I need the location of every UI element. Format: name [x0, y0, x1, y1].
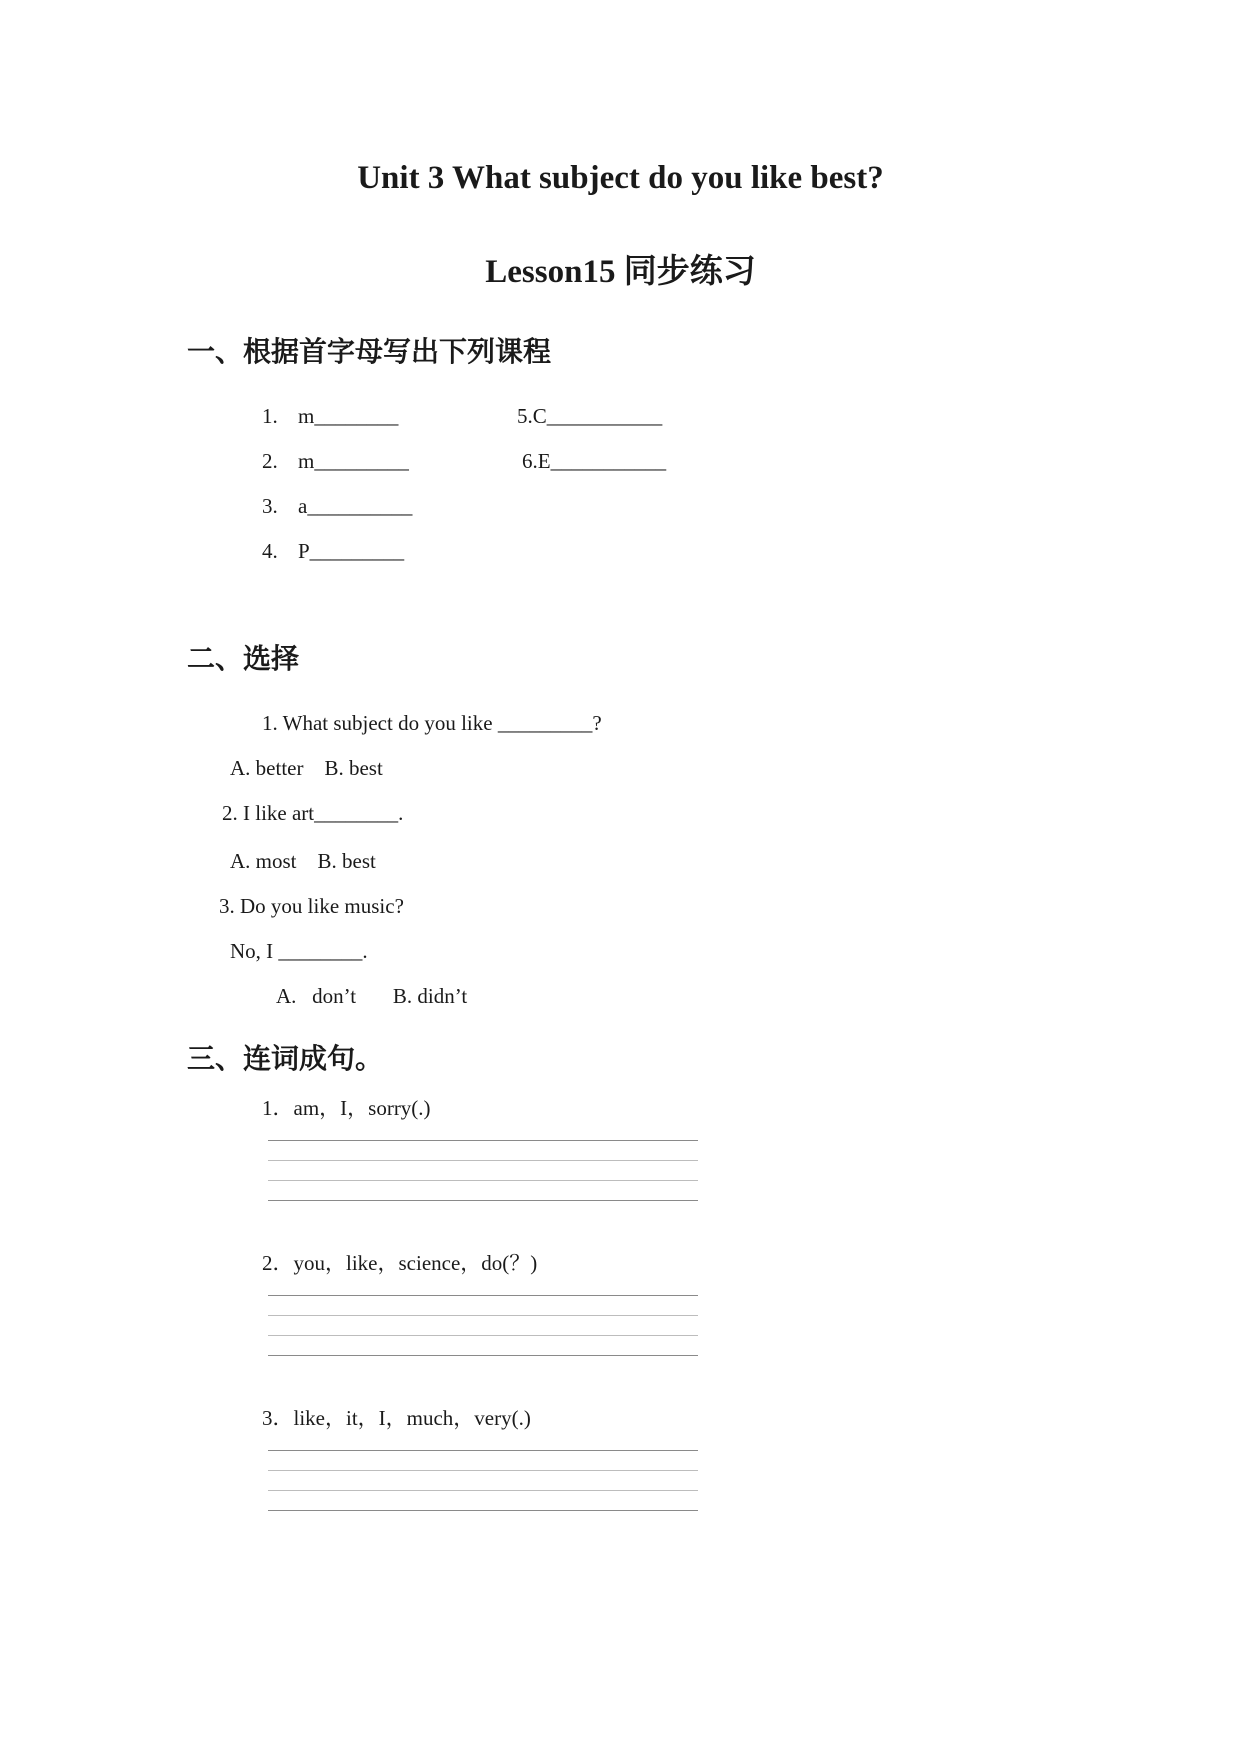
writing-line — [268, 1140, 698, 1141]
s2-question-1-options: A. better B. best — [230, 756, 383, 780]
section-1-heading: 一、根据首字母写出下列课程 — [187, 335, 552, 368]
page-subtitle: Lesson15 同步练习 — [485, 254, 756, 290]
writing-line — [268, 1490, 698, 1491]
s1-item-1-text: m________ — [298, 404, 399, 428]
s3-item-3-writing-lines[interactable] — [268, 1450, 698, 1514]
s2-question-3-options: A. don’t B. didn’t — [276, 984, 468, 1008]
writing-line — [268, 1470, 698, 1471]
writing-line — [268, 1180, 698, 1181]
s1-item-1-number: 1. — [262, 404, 278, 428]
s1-item-3-number: 3. — [262, 494, 278, 518]
s2-question-2: 2. I like art________. — [222, 801, 404, 825]
s1-item-2-number: 2. — [262, 449, 278, 473]
writing-line — [268, 1450, 698, 1451]
s1-item-3-text: a__________ — [298, 494, 413, 518]
s1-item-6-text: 6.E___________ — [522, 449, 667, 473]
s2-question-2-options: A. most B. best — [230, 849, 376, 873]
writing-line — [268, 1295, 698, 1296]
writing-line — [268, 1510, 698, 1511]
writing-line — [268, 1315, 698, 1316]
section-3-heading: 三、连词成句。 — [187, 1042, 384, 1075]
s2-question-1: 1. What subject do you like _________? — [262, 711, 602, 735]
page-title: Unit 3 What subject do you like best? — [357, 160, 884, 196]
s1-item-4-text: P_________ — [298, 539, 405, 563]
s1-item-2-text: m_________ — [298, 449, 409, 473]
s3-item-2-text: 2．you，like，science，do(？) — [262, 1251, 538, 1275]
s3-item-1-writing-lines[interactable] — [268, 1140, 698, 1204]
writing-line — [268, 1160, 698, 1161]
writing-line — [268, 1200, 698, 1201]
s2-question-3-answer: No, I ________. — [230, 939, 368, 963]
s2-question-3: 3. Do you like music? — [219, 894, 404, 918]
s1-item-5-text: 5.C___________ — [517, 404, 663, 428]
s3-item-2-writing-lines[interactable] — [268, 1295, 698, 1359]
writing-line — [268, 1355, 698, 1356]
s3-item-3-text: 3．like，it，I，much，very(.) — [262, 1406, 531, 1430]
s3-item-1-text: 1．am，I，sorry(.) — [262, 1096, 431, 1120]
s1-item-4-number: 4. — [262, 539, 278, 563]
section-2-heading: 二、选择 — [187, 642, 300, 675]
writing-line — [268, 1335, 698, 1336]
